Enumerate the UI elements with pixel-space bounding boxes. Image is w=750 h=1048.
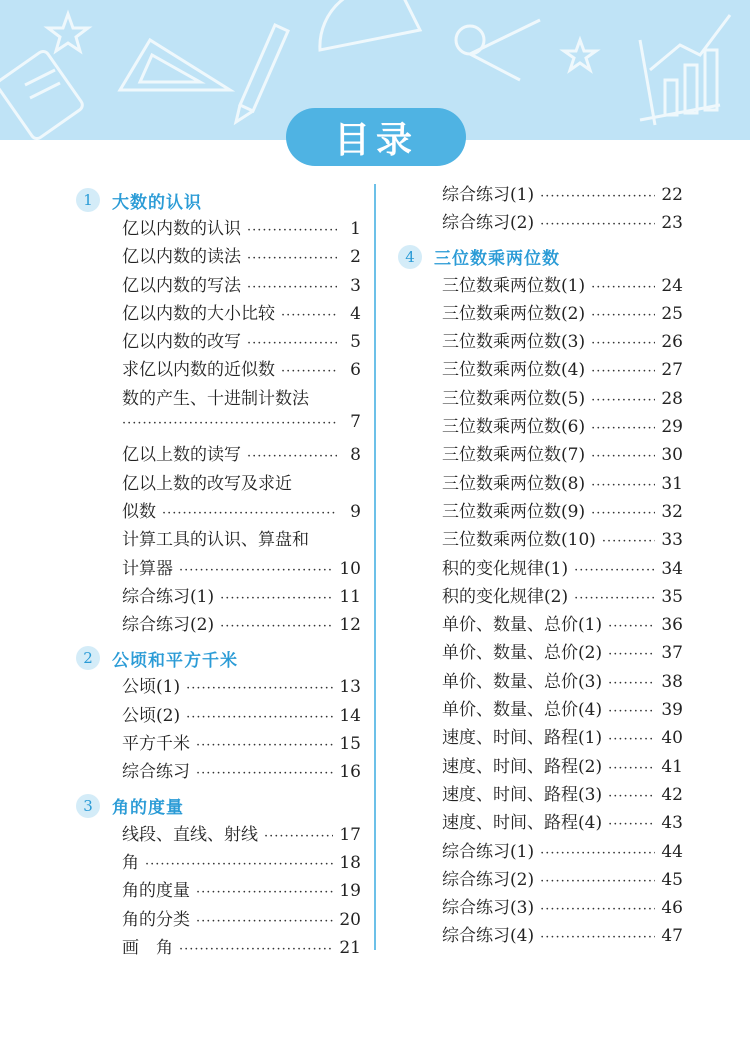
toc-entry-label: 画 角 [122,937,173,958]
toc-entry[interactable] [122,214,361,242]
toc-page-number: 13 [339,677,361,698]
toc-entry-label: 综合练习(2) [122,615,215,636]
toc-entry-label: 线段、直线、射线 [122,824,258,845]
toc-entry-label: 计算器 [122,558,173,579]
toc-entry-label: 三位数乘两位数(5) [442,388,586,409]
toc-entry[interactable] [442,497,683,525]
leader-dots [591,421,655,436]
leader-dots [196,766,333,781]
star-icon [48,14,88,51]
toc-page-number: 34 [661,558,683,579]
toc-entry[interactable] [442,384,683,412]
toc-entry-label: 单价、数量、总价(2) [442,643,603,664]
toc-entry-label: 综合练习 [122,762,190,783]
toc-page-number: 19 [339,881,361,902]
toc-page-number: 46 [661,898,683,919]
leader-dots [540,846,655,861]
toc-entry[interactable] [442,582,683,610]
toc-entry[interactable] [442,723,683,751]
toc-page-number: 44 [661,841,683,862]
toc-entry[interactable] [122,701,361,729]
toc-page-number: 4 [350,303,361,324]
triangle-ruler-icon [120,40,230,90]
toc-entry-label: 三位数乘两位数(10) [442,530,596,551]
toc-page-number: 37 [661,643,683,664]
leader-dots [591,308,655,323]
toc-entry-label: 三位数乘两位数(4) [442,360,586,381]
section-number-badge: 1 [76,188,100,212]
leader-dots [574,591,655,606]
toc-page-number: 24 [661,275,683,296]
leader-dots [574,563,655,578]
toc-entry[interactable] [442,327,683,355]
toc-page-number: 23 [661,213,683,234]
toc-entry[interactable] [442,525,683,553]
toc-page-number: 3 [350,275,361,296]
toc-page-number: 27 [661,360,683,381]
toc-page-number: 1 [350,219,361,239]
page-title: 目录 [286,108,466,166]
section-number-badge: 4 [398,245,422,269]
toc-page-number: 18 [339,852,361,873]
toc-page-number: 9 [350,501,361,522]
leader-dots [281,364,337,379]
toc-page-number: 6 [350,360,361,381]
leader-dots [247,336,337,351]
toc-entry[interactable] [122,497,361,525]
toc-page-number: 25 [661,303,683,324]
section-heading [76,186,361,214]
toc-entry-label: 积的变化规律(1) [442,558,569,579]
leader-dots [608,704,655,719]
section-title: 三位数乘两位数 [434,249,560,270]
toc-entry[interactable] [442,180,683,208]
toc-entry-label: 速度、时间、路程(4) [442,813,603,834]
toc-entry[interactable] [122,848,361,876]
leader-dots [162,506,337,521]
section-heading [398,243,683,271]
toc-entry[interactable] [442,837,683,865]
leader-dots [186,681,333,696]
toc-page-number: 15 [339,734,361,755]
section-heading [76,792,361,820]
toc-page-number: 17 [339,824,361,845]
toc-entry-label: 综合练习(4) [442,926,535,947]
toc-page-number: 10 [339,558,361,579]
toc-page-number: 14 [339,705,361,726]
toc-entry[interactable] [122,271,361,299]
toc-entry[interactable] [442,638,683,666]
toc-page-number: 47 [661,926,683,947]
toc-entry-label: 综合练习(1) [122,586,215,607]
toc-entry[interactable] [442,865,683,893]
toc-entry-label: 单价、数量、总价(3) [442,671,603,692]
toc-entry[interactable] [442,208,683,236]
toc-entry-label: 三位数乘两位数(8) [442,473,586,494]
toc-entry-label: 三位数乘两位数(2) [442,303,586,324]
toc-entry[interactable] [122,933,361,961]
toc-entry[interactable] [442,808,683,836]
leader-dots [540,217,655,232]
leader-dots [591,393,655,408]
leader-dots [608,789,655,804]
toc-entry[interactable] [442,893,683,921]
leader-dots [608,676,655,691]
toc-entry[interactable] [122,554,361,582]
toc-page-number: 11 [339,586,361,607]
toc-page-number: 38 [661,671,683,692]
leader-dots [608,732,655,747]
toc-page-number: 20 [339,909,361,930]
toc-entry[interactable] [442,667,683,695]
toc-page-number: 21 [339,937,361,958]
toc-entry-label: 综合练习(1) [442,185,535,205]
toc-entry[interactable] [442,610,683,638]
leader-dots [540,874,655,889]
toc-page-number: 26 [661,332,683,353]
leader-dots [220,591,333,606]
leader-dots [145,857,333,872]
toc-entry-label: 综合练习(2) [442,213,535,234]
toc-page-number: 31 [661,473,683,494]
leader-dots [247,280,337,295]
toc-entry-label: 速度、时间、路程(2) [442,756,603,777]
leader-dots [602,534,655,549]
leader-dots [591,449,655,464]
toc-entry-label: 综合练习(1) [442,841,535,862]
toc-page-number: 5 [350,332,361,353]
toc-entry[interactable] [122,729,361,757]
toc-entry[interactable] [122,469,361,497]
leader-dots [591,336,655,351]
leader-dots [540,902,655,917]
protractor-icon [320,0,420,50]
toc-entry[interactable] [122,355,361,383]
toc-entry-label: 三位数乘两位数(9) [442,501,586,522]
toc-entry[interactable] [122,384,361,412]
section-heading [76,644,361,672]
toc-entry-label: 角的分类 [122,909,190,930]
leader-dots [591,364,655,379]
toc-page-number: 29 [661,417,683,438]
leader-dots [591,478,655,493]
toc-left-column [76,186,361,961]
toc-page-number: 8 [350,445,361,466]
toc-page-number: 2 [350,247,361,268]
toc-entry-label: 速度、时间、路程(3) [442,784,603,805]
toc-entry[interactable] [122,327,361,355]
toc-entry[interactable] [442,299,683,327]
toc-entry[interactable] [442,412,683,440]
toc-entry-label: 亿以内数的读法 [122,247,241,268]
toc-entry-label: 公顷(2) [122,705,181,726]
pencil-icon [236,25,288,122]
toc-entry-label: 数的产生、十进制计数法 [122,388,309,409]
toc-entry[interactable] [122,820,361,848]
toc-entry-label: 速度、时间、路程(1) [442,728,603,749]
toc-entry[interactable] [442,921,683,949]
toc-page-number: 42 [661,784,683,805]
toc-entry[interactable] [122,242,361,270]
toc-entry[interactable] [122,525,361,553]
leader-dots [540,189,655,204]
section-number-badge: 3 [76,794,100,818]
toc-entry[interactable] [122,440,361,468]
toc-entry-label: 三位数乘两位数(3) [442,332,586,353]
toc-entry-label: 亿以内数的改写 [122,332,241,353]
toc-entry[interactable] [122,412,361,440]
toc-entry[interactable] [122,905,361,933]
leader-dots [608,817,655,832]
toc-page-number: 32 [661,501,683,522]
column-divider [374,184,376,950]
toc-entry-label: 单价、数量、总价(4) [442,700,603,721]
toc-entry[interactable] [442,355,683,383]
toc-entry-label: 亿以内数的写法 [122,275,241,296]
toc-entry[interactable] [442,271,683,299]
toc-entry-label: 综合练习(2) [442,869,535,890]
leader-dots [247,251,337,266]
toc-page-number: 41 [661,756,683,777]
toc-page-number: 22 [661,185,683,205]
leader-dots [179,942,333,957]
section-title: 角的度量 [112,798,184,819]
toc-entry[interactable] [122,672,361,700]
leader-dots [608,619,655,634]
toc-page-number: 43 [661,813,683,834]
leader-dots [196,738,333,753]
toc-entry-label: 公顷(1) [122,677,181,698]
toc-entry-label: 亿以内数的认识 [122,219,241,239]
toc-page-number: 45 [661,869,683,890]
section-number-badge: 2 [76,646,100,670]
toc-page-number: 28 [661,388,683,409]
leader-dots [608,761,655,776]
toc-page-number: 35 [661,586,683,607]
toc-entry-label: 综合练习(3) [442,898,535,919]
leader-dots [247,223,337,238]
leader-dots [220,619,333,634]
leader-dots [608,647,655,662]
leader-dots [591,280,655,295]
toc-entry[interactable] [122,582,361,610]
leader-dots [179,563,333,578]
toc-entry-label: 亿以上数的改写及求近 [122,473,292,494]
leader-dots [540,930,655,945]
toc-entry-label: 三位数乘两位数(1) [442,275,586,296]
toc-entry[interactable] [122,299,361,327]
compass-icon [456,20,540,80]
toc-entry-label: 单价、数量、总价(1) [442,615,603,636]
toc-entry[interactable] [442,554,683,582]
leader-dots [247,449,337,464]
leader-dots [591,506,655,521]
toc-page-number: 39 [661,700,683,721]
toc-entry-label: 亿以内数的大小比较 [122,303,275,324]
toc-page-number: 36 [661,615,683,636]
toc-entry-label: 三位数乘两位数(7) [442,445,586,466]
toc-entry-label: 亿以上数的读写 [122,445,241,466]
toc-entry[interactable] [122,876,361,904]
toc-page-number: 30 [661,445,683,466]
toc-entry-label: 角的度量 [122,881,190,902]
toc-entry[interactable] [442,695,683,723]
toc-entry[interactable] [442,469,683,497]
toc-page-number: 40 [661,728,683,749]
toc-entry-label: 角 [122,852,139,873]
leader-dots [122,416,337,431]
toc-page-number: 12 [339,615,361,636]
toc-entry[interactable] [442,752,683,780]
toc-entry-label: 似数 [122,501,156,522]
leader-dots [281,308,337,323]
bar-chart-icon [640,15,730,125]
leader-dots [186,710,333,725]
toc-entry[interactable] [122,757,361,785]
toc-entry-label: 三位数乘两位数(6) [442,417,586,438]
section-title: 大数的认识 [112,192,202,213]
toc-entry-label: 积的变化规律(2) [442,586,569,607]
small-star-icon [564,40,596,70]
toc-entry[interactable] [442,440,683,468]
toc-entry[interactable] [442,780,683,808]
toc-page-number: 7 [350,412,361,433]
leader-dots [264,829,333,844]
toc-entry-label: 计算工具的认识、算盘和 [122,530,309,551]
clipboard-icon [0,49,85,140]
leader-dots [196,914,333,929]
toc-page-number: 16 [339,762,361,783]
toc-page-number: 33 [661,530,683,551]
section-title: 公顷和平方千米 [112,650,238,671]
toc-entry[interactable] [122,610,361,638]
toc-entry-label: 平方千米 [122,734,190,755]
toc-entry-label: 求亿以内数的近似数 [122,360,275,381]
leader-dots [196,885,333,900]
toc-right-column [398,180,683,950]
